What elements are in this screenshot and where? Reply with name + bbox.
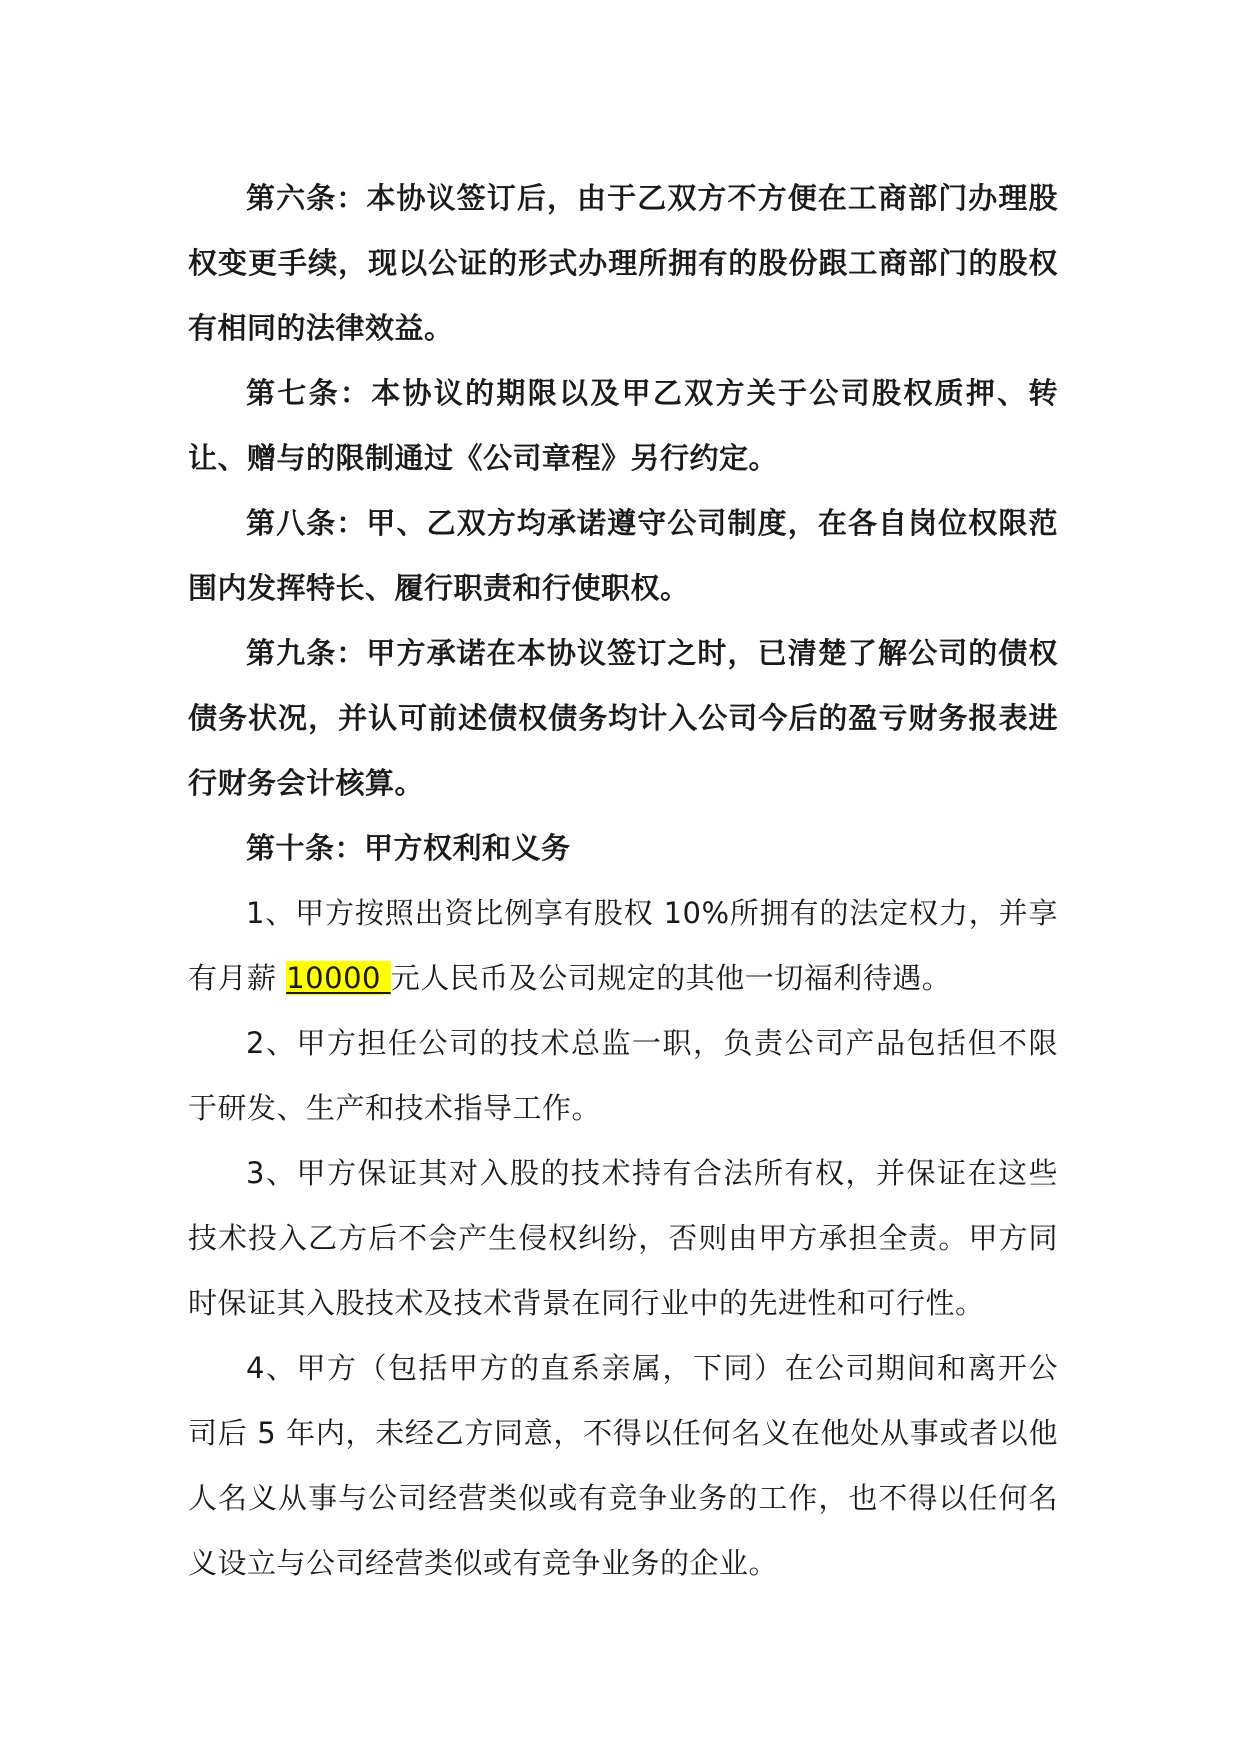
item-4: 4、甲方（包括甲方的直系亲属，下同）在公司期间和离开公司后 5 年内，未经乙方同意，不得以任何名义在他处从事或者以他人名义从事与公司经营类似或有竞争业务的工作，也不得以任何名义设立与公司经营类似或有竞争业务的企业。 [188,1351,1058,1580]
item-3: 3、甲方保证其对入股的技术持有合法所有权，并保证在这些技术投入乙方后不会产生侵权纠纷，否则由甲方承担全责。甲方同时保证其入股技术及技术背景在同行业中的先进性和可行性。 [188,1156,1058,1320]
item-2: 2、甲方担任公司的技术总监一职，负责公司产品包括但不限于研发、生产和技术指导工作。 [188,1026,1058,1125]
salary-highlight: 10000 [286,961,391,995]
item-1-text-a: 1、甲方按照出资比例享有股权 10%所拥有的法定权力，并享有月薪 [188,896,1058,995]
document-page [188,166,1058,1596]
item-1 [188,881,1058,1011]
clause-9: 第九条：甲方承诺在本协议签订之时，已清楚了解公司的债权债务状况，并认可前述债权债务均计入公司今后的盈亏财务报表进行财务会计核算。 [188,636,1058,800]
clause-7: 第七条：本协议的期限以及甲乙双方关于公司股权质押、转让、赠与的限制通过《公司章程》另行约定。 [188,376,1058,475]
clause-8: 第八条：甲、乙双方均承诺遵守公司制度，在各自岗位权限范围内发挥特长、履行职责和行使职权。 [188,506,1058,605]
item-1-text-b: 元人民币及公司规定的其他一切福利待遇。 [390,961,952,995]
clause-10-title: 第十条：甲方权利和义务 [246,831,571,865]
clause-6: 第六条：本协议签订后，由于乙双方不方便在工商部门办理股权变更手续，现以公证的形式办理所拥有的股份跟工商部门的股权有相同的法律效益。 [188,181,1058,345]
